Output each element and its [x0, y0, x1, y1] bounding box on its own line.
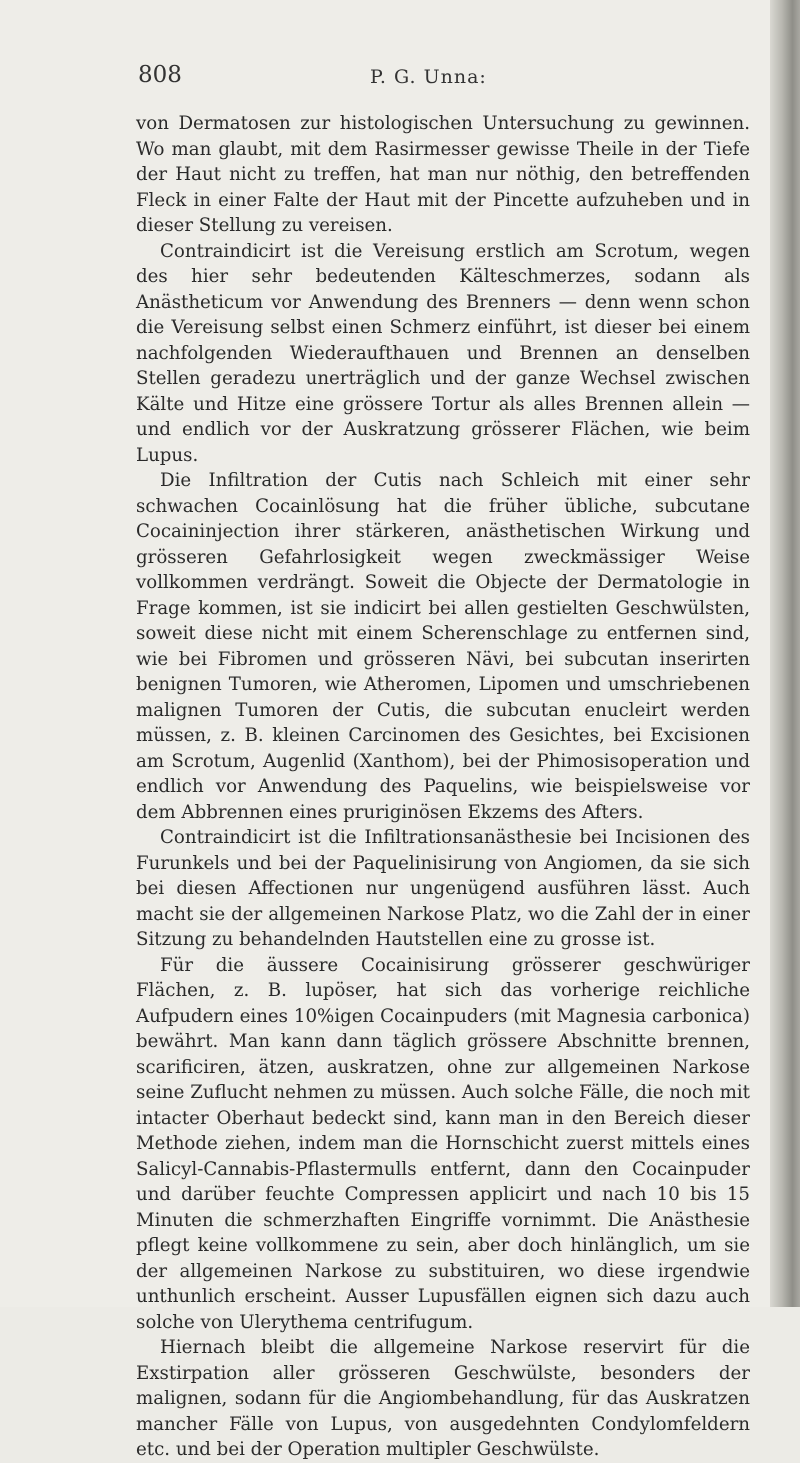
- running-head: P. G. Unna:: [370, 66, 487, 88]
- paragraph: Hiernach bleibt die allgemeine Narkose reservirt für die Exstirpation aller grösseren Geschwülste, besonders der malignen, sodann für die Angiombehandlung, für das Auskratzen mancher Fälle von Lupus, von ausgedehnten Condylomfeldern etc. und bei der Operation multipler Geschwülste.: [136, 1337, 750, 1460]
- body-text: [136, 111, 750, 1463]
- paragraph: Contraindicirt ist die Vereisung erstlich am Scrotum, wegen des hier sehr bedeutenden Kälteschmerzes, sodann als Anästheticum vor Anwendung des Brenners — denn wenn schon die Vereisung selbst einen Schmerz einführt, ist dieser bei einem nachfolgenden Wiederaufthauen und Brennen an denselben Stellen geradezu unerträglich und der ganze Wechsel zwischen Kälte und Hitze eine grössere Tortur als alles Brennen allein — und endlich vor der Auskratzung grösserer Flächen, wie beim Lupus.: [136, 240, 750, 466]
- paragraph: Contraindicirt ist die Infiltrationsanästhesie bei Incisionen des Furunkels und bei der Paquelinisirung von Angiomen, da sie sich bei diesen Affectionen nur ungenügend ausführen lässt. Auch macht sie der allgemeinen Narkose Platz, wo die Zahl der in einer Sitzung zu behandelnden Hautstellen eine zu grosse ist.: [136, 827, 750, 950]
- paragraph: Die Infiltration der Cutis nach Schleich mit einer sehr schwachen Cocainlösung hat die früher übliche, subcutane Cocaininjection ihrer stärkeren, anästhetischen Wirkung und grösseren Gefahrlosigkeit wegen zweckmässiger Weise vollkommen verdrängt. Soweit die Objecte der Dermatologie in Frage kommen, ist sie indicirt bei allen gestielten Geschwülsten, soweit diese nicht mit einem Scherenschlage zu entfernen sind, wie bei Fibromen und grösseren Nävi, bei subcutan inserirten benignen Tumoren, wie Atheromen, Lipomen und umschriebenen malignen Tumoren der Cutis, die subcutan enucleirt werden müssen, z. B. kleinen Carcinomen des Gesichtes, bei Excisionen am Scrotum, Augenlid (Xanthom), bei der Phimosisoperation und endlich vor Anwendung des Paquelins, wie beispielsweise vor dem Abbrennen eines pruriginösen Ekzems des Afters.: [136, 470, 750, 823]
- page-number: 808: [138, 62, 182, 88]
- page-edge-shadow: [770, 0, 800, 1307]
- paragraph: von Dermatosen zur histologischen Untersuchung zu gewinnen. Wo man glaubt, mit dem Rasirmesser gewisse Theile in der Tiefe der Haut nicht zu treffen, hat man nur nöthig, den betreffenden Fleck in einer Falte der Haut mit der Pincette aufzuheben und in dieser Stellung zu vereisen.: [136, 113, 750, 236]
- paragraph: Für die äussere Cocainisirung grösserer geschwüriger Flächen, z. B. lupöser, hat sich das vorherige reichliche Aufpudern eines 10%igen Cocainpuders (mit Magnesia carbonica) bewährt. Man kann dann täglich grössere Abschnitte brennen, scarificiren, ätzen, auskratzen, ohne zur allgemeinen Narkose seine Zuflucht nehmen zu müssen. Auch solche Fälle, die noch mit intacter Oberhaut bedeckt sind, kann man in den Bereich dieser Methode ziehen, indem man die Hornschicht zuerst mittels eines Salicyl-Cannabis-Pflastermulls entfernt, dann den Cocainpuder und darüber feuchte Compressen applicirt und nach 10 bis 15 Minuten die schmerzhaften Eingriffe vornimmt. Die Anästhesie pflegt keine vollkommene zu sein, aber doch hinlänglich, um sie der allgemeinen Narkose zu substituiren, wo diese irgendwie unthunlich erscheint. Ausser Lupusfällen eignen sich dazu auch solche von Ulerythema centrifugum.: [136, 954, 750, 1333]
- page-header: [0, 62, 770, 92]
